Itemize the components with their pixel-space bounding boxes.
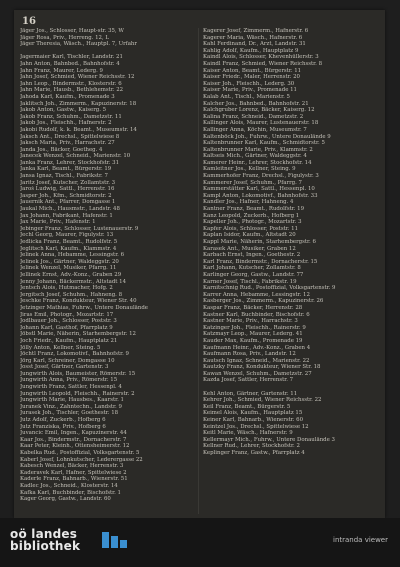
directory-entry: Jaksch Maria, Priv., Harrachstr. 27 — [20, 140, 115, 147]
directory-entry: Kaltseis Mich., Gärtner, Waldeggstr. 4 — [203, 153, 307, 160]
library-logo[interactable] — [10, 528, 130, 552]
directory-entry: Jodlbauer Joh., Schlosser, Poststr. 3 — [20, 318, 117, 325]
directory-entry: Jörg Karl, Schreiner, Domgasse 10 — [20, 357, 115, 364]
directory-entry: Kampl Anton, Lokomotivf., Bahnhofstr. 33 — [203, 192, 318, 199]
directory-entry: Kanz Leopold, Zuckerb., Hofberg 1 — [203, 212, 300, 219]
directory-entry: Kaufmann Rosa, Priv., Landstr. 12 — [203, 351, 296, 358]
directory-entry: Kaindl Alois, Schlosser, Khevenhüllerstr. 3 — [203, 54, 319, 61]
directory-entry: Jutz Adolf, Zuckerb., Hofberg 6 — [20, 417, 106, 424]
directory-entry: Jax Marie, Priv., Hafenstr. 1 — [20, 219, 96, 226]
directory-entry: Jurasek Joh., Tischler, Goethestr. 18 — [20, 410, 119, 417]
directory-entry: Kager Georg, Gastw., Landstr. 60 — [20, 496, 111, 503]
directory-entry: Karnitschnig Rud., Postoffizial, Volksgartenstr. 9 — [203, 285, 336, 292]
directory-entry: Jebinger Franz, Schlosser, Lustenauerstr. 9 — [20, 225, 139, 232]
directory-entry: Kaar Peter, Kleinh., Ottensheimerstr. 12 — [20, 443, 130, 450]
directory-entry: Jöchtl Franz, Lokomotivf., Bahnhofstr. 9 — [20, 351, 129, 358]
directory-entry: Jax Johann, Fabrikant, Hafenstr. 1 — [20, 212, 113, 219]
directory-entry: Jakob Anton, Gastw., Kaiserg. 5 — [20, 107, 107, 114]
directory-entry: Kapfer Alois, Schlosser, Poststr. 11 — [203, 225, 299, 232]
directory-entry: Kahl Ferdinand, Dr., Arzt, Landstr. 31 — [203, 41, 306, 48]
directory-entry: Kauder Max, Kaufm., Promenade 19 — [203, 337, 303, 344]
directory-entry: Kellermayr Mich., Fuhrw., Untere Donaulände 3 — [203, 436, 335, 443]
right-column — [203, 28, 379, 457]
directory-entry: Kantner Franz, Beamt., Rudolfstr. 19 — [203, 206, 305, 213]
directory-entry: Kagerer Josef, Zimmerm., Hafnerstr. 6 — [203, 28, 309, 34]
directory-entry: Jahn Franz, Maurer, Lederg. 9 — [20, 67, 103, 74]
directory-entry: Jahn Marie, Hausb., Bethlehemstr. 22 — [20, 87, 124, 94]
directory-entry: Kaindl Franz, Schmied, Wiener Reichsstr. 8 — [203, 60, 322, 67]
directory-entry: Juranek Vinz., Zahntechn., Landstr. 9 — [20, 403, 122, 410]
directory-entry: Jauernik Ant., Pfarrer, Domgasse 1 — [20, 199, 116, 206]
directory-entry: Janda Jos., Bäcker, Goetheg. 4 — [20, 146, 103, 153]
directory-entry: Kaltenbrunner Marie, Priv., Klammstr. 2 — [203, 146, 313, 153]
directory-entry: Karlinger Georg, Gastw., Landstr. 77 — [203, 271, 304, 278]
directory-entry: Jenny Johann, Bäckermstr., Altstadt 14 — [20, 278, 127, 285]
directory-entry: Jechl Georg, Maurer, Figulystr. 13 — [20, 232, 114, 239]
directory-entry: Jasper Joh., Kfm., Schmidtorstr. 2 — [20, 192, 112, 199]
directory-entry: Jahoda Karl, Kaufm., Promenade 3 — [20, 93, 115, 100]
directory-entry: Kaiser Anton, Beamt., Bürgerstr. 11 — [203, 67, 302, 74]
directory-entry: Kabelka Rud., Postoffizial, Volksgartenstr. 5 — [20, 450, 140, 456]
directory-entry: Keil Franz, Beamt., Bürgerstr. 5 — [203, 403, 291, 410]
directory-entry: Jungwirth Leopold, Fleischh., Rainerstr. 2 — [20, 390, 135, 397]
directory-entry: Kazda Josef, Sattler, Herrenstr. 7 — [203, 377, 294, 384]
directory-entry: Jetzinger Mathias, Fuhrw., Untere Donaulände — [20, 304, 148, 311]
directory-entry: Jentsch Alois, Hutmacher, Hofg. 2 — [20, 285, 113, 292]
directory-entry: Karbach Ernst, Ingen., Goethestr. 2 — [203, 252, 301, 259]
directory-entry: Kautzky Franz, Kondukteur, Wiener Str. 18 — [203, 364, 321, 371]
directory-entry: Kalchgruber Lorenz, Bäcker, Kaiserg. 12 — [203, 107, 315, 114]
directory-entry: Karasek Ant., Musiker, Graben 12 — [203, 245, 296, 252]
directory-entry: Jeglitsch Karl, Kaufm., Klammstr. 4 — [20, 245, 117, 252]
directory-entry: Karl Franz, Bindermstr., Dornacherstr. 15 — [203, 258, 318, 265]
directory-entry: Kalcher Jos., Bahnbed., Bahnhofstr. 21 — [203, 100, 309, 107]
directory-entry: Karner Josef, Tischl., Fabrikstr. 19 — [203, 278, 297, 285]
directory-entry: Keiner Karl, Bahnarb., Wienerstr. 60 — [203, 417, 304, 424]
column-divider — [198, 28, 199, 514]
directory-entry: Jungwirth Alois, Baumeister, Römerstr. 15 — [20, 370, 136, 377]
directory-entry: Kastner Karl, Buchbinder, Bischofstr. 6 — [203, 311, 310, 318]
directory-entry: Jahn Anton, Bahnbed., Bahnhofstr. 4 — [20, 60, 120, 67]
directory-entry: Kafka Karl, Buchbinder, Bischofstr. 1 — [20, 489, 121, 496]
directory-entry: Josst Josef, Gärtner, Gartenstr. 3 — [20, 364, 109, 371]
viewer-brand-label[interactable]: intranda viewer — [333, 536, 388, 544]
directory-entry: Jagermaier Karl, Tischler, Landstr. 21 — [20, 54, 123, 61]
directory-entry: Kellner Rud., Lehrer, Stockhofstr. 2 — [203, 443, 300, 450]
directory-entry: Juvancic Emil, Ingen., Kapuzinerstr. 44 — [20, 430, 127, 437]
directory-entry: Jungwirth Franz, Sattler, Hessenpl. 4 — [20, 384, 122, 391]
directory-entry: Johann Karl, Gasthof, Pfarrplatz 9 — [20, 324, 113, 331]
directory-entry: Kadlec Jos., Schneid., Klosterstr. 14 — [20, 482, 118, 489]
directory-entry: Jeschke Franz, Kondukteur, Wiener Str. 40 — [20, 298, 137, 305]
directory-entry: Jiras Emil, Photogr., Mozartstr. 17 — [20, 311, 114, 318]
directory-entry: Jungwirth Marie, Hausbes., Kaarstr. 1 — [20, 397, 124, 404]
directory-entry: Kalab Ant., Tischl., Marienstr. 5 — [203, 93, 290, 100]
directory-entry: Kaufmann Heinr., Adv.-Konz., Graben 4 — [203, 344, 311, 351]
directory-entry: Joch Friedr., Kaufm., Hauptplatz 21 — [20, 337, 118, 344]
directory-entry: Jahn Josef, Schmied, Wiener Reichsstr. 12 — [20, 74, 135, 81]
directory-entry: Kaltenbrunner Karl, Kaufm., Schmidtorstr. 5 — [203, 140, 325, 147]
directory-entry: Jaklitsch Joh., Zimmerm., Kapuzinerstr. 18 — [20, 100, 137, 107]
directory-entry: Janecek Wenzel, Schneid., Marienstr. 10 — [20, 153, 131, 160]
directory-entry: Keplinger Franz, Gastw., Pfarrplatz 4 — [203, 450, 305, 456]
directory-entry: Jakob Franz, Schuhm., Dametzstr. 11 — [20, 113, 122, 120]
directory-entry: Keimel Alois, Kaufm., Hauptplatz 15 — [203, 410, 303, 417]
directory-entry: Katzmayr Leop., Maurer, Lederg. 41 — [203, 331, 303, 338]
directory-entry: Kaberl Josef, Lohnkutscher, Lederergasse 22 — [20, 456, 143, 463]
page-number: 16 — [22, 16, 36, 27]
directory-entry: Kaar Jos., Bindermstr., Dornacherstr. 7 — [20, 436, 127, 443]
directory-entry: Kammerstätter Karl, Sattl., Hessenpl. 10 — [203, 186, 315, 193]
directory-entry: Jansa Ignaz, Tischl., Fabrikstr. 7 — [20, 173, 108, 180]
directory-entry: Karl Johann, Kutscher, Zollamtstr. 8 — [203, 265, 301, 272]
logo-mark-icon — [100, 530, 130, 550]
directory-entry: Jäger Theresia, Wäsch., Hauptpl. 7, Urfahr — [20, 41, 137, 48]
directory-entry: Kaderle Franz, Bahnarb., Wienerstr. 51 — [20, 476, 128, 483]
directory-entry: Jelinek Anna, Hebamme, Lessingstr. 6 — [20, 252, 125, 259]
directory-entry: Kaiser Joh., Fleischh., Lederg. 30 — [203, 80, 295, 87]
directory-entry: Kamleitner Jos., Kellner, Steing. 9 — [203, 166, 296, 173]
directory-entry: Kautsch Ignaz, Schneid., Marienstr. 22 — [203, 357, 310, 364]
directory-entry: Jakob Jos., Fleischh., Hafnerstr. 2 — [20, 120, 112, 127]
directory-entry: Kallinger Anna, Köchin, Museumstr. 7 — [203, 126, 307, 133]
directory-entry: Kandler Jos., Hafner, Hahneng. 4 — [203, 199, 294, 206]
directory-entry: Kamerer Heinr., Lehrer, Stockhofstr. 14 — [203, 159, 312, 166]
left-column — [20, 28, 196, 503]
directory-entry: Jelinek Jos., Gärtner, Waldeggstr. 20 — [20, 258, 119, 265]
directory-entry: Jöbstl Marie, Näherin, Starhembergstr. 12 — [20, 331, 136, 338]
directory-entry: Janka Franz, Lehrer, Stockhofstr. 31 — [20, 159, 120, 166]
entry-gap — [20, 48, 196, 55]
directory-entry: Kehrer Joh., Schmied, Wiener Reichsstr. 22 — [203, 397, 322, 404]
directory-entry: Kahlig Adolf, Kaufm., Hauptplatz 9 — [203, 47, 299, 54]
directory-entry: Kappl Marie, Näherin, Starhembergstr. 6 — [203, 239, 316, 245]
directory-entry: Jergitsch Josef, Schuhm., Hahneng. 8 — [20, 291, 123, 298]
entry-gap — [203, 384, 379, 391]
directory-entry: Kapeller Joh., Photogr., Mozartstr. 3 — [203, 219, 302, 226]
scanned-page — [14, 10, 385, 518]
directory-entry: Jellinek Ernst, Adv.-Konz., Graben 29 — [20, 271, 122, 278]
directory-entry: Karrer Anna, Hebamme, Lessingstr. 12 — [203, 291, 310, 298]
directory-entry: Jaritz Josef, Kutscher, Zollamtstr. 3 — [20, 179, 116, 186]
directory-entry: Kammerhofer Franz, Drechsl., Figulystr. 3 — [203, 173, 319, 180]
directory-entry: Kammerer Josef, Schuhm., Pfarrg. 7 — [203, 179, 302, 186]
directory-entry: Kallinger Alois, Maurer, Lustenauerstr. 18 — [203, 120, 319, 127]
directory-entry: Jelinek Wenzel, Musiker, Pfarrg. 11 — [20, 265, 117, 272]
directory-entry: Kaplan Isidor, Kaufm., Altstadt 20 — [203, 232, 296, 239]
directory-entry: Janka Karl, Beamt., Bürgerstr. 19 — [20, 166, 112, 173]
directory-entry: Kehl Anton, Gärtner, Gartenstr. 11 — [203, 390, 298, 397]
directory-entry: Katzinger Joh., Fleischh., Rainerstr. 9 — [203, 324, 306, 331]
directory-entry: Jaksch Ant., Drechsl., Spittelwiese 8 — [20, 133, 120, 140]
directory-entry: Kawan Wenzel, Schuhm., Dametzstr. 27 — [203, 370, 312, 377]
directory-entry: Keitl Marie, Wäsch., Hafnerstr. 9 — [203, 430, 293, 437]
viewer-footer — [0, 518, 400, 567]
directory-entry: Jahn Leop., Bindermstr., Klosterstr. 6 — [20, 80, 122, 87]
directory-entry: Kalina Franz, Schneid., Dametzstr. 2 — [203, 113, 304, 120]
directory-entry: Jaukal Mich., Hausmstr., Landstr. 48 — [20, 206, 120, 213]
directory-entry: Keintzel Jos., Drechsl., Spittelwiese 12 — [203, 423, 309, 430]
directory-entry: Jakobi Rudolf, k. k. Beamt., Museumstr. 14 — [20, 126, 137, 133]
directory-entry: Kastner Marie, Priv., Harrachstr. 3 — [203, 318, 298, 325]
directory-entry: Kaiser Friedr., Maler, Herrenstr. 20 — [203, 74, 300, 81]
logo-line-2: bibliothek — [10, 539, 81, 553]
directory-entry: Kasberger Jos., Zimmerm., Kapuzinerstr. 26 — [203, 298, 324, 305]
directory-entry: Jedlicka Franz, Beamt., Rudolfstr. 5 — [20, 239, 118, 245]
directory-entry: Jäger Rosa, Priv., Herreng. 12, L — [20, 34, 109, 41]
directory-entry: Jäger Jos., Schlosser, Haupt-str. 35, W — [20, 28, 124, 34]
directory-entry: Kabesch Wenzel, Bäcker, Herrenstr. 3 — [20, 463, 124, 470]
directory-entry: Kaderavek Karl, Hafner, Spittelwiese 2 — [20, 469, 127, 476]
directory-entry: Kaspar Franz, Bäcker, Herrenstr. 28 — [203, 304, 303, 311]
directory-entry: Kaiser Marie, Priv., Promenade 11 — [203, 87, 297, 94]
directory-entry: Jutz Franziska, Priv., Hofberg 6 — [20, 423, 106, 430]
directory-entry: Kagerer Maria, Wäsch., Hafnerstr. 6 — [203, 34, 303, 41]
directory-entry: Jölly Anton, Kellner, Steing. 5 — [20, 344, 101, 351]
logo-line-1: oö landes — [10, 527, 78, 541]
directory-entry: Kaltenböck Joh., Fuhrw., Untere Donaulände 9 — [203, 133, 331, 140]
directory-entry: Jungwirth Anna, Priv., Römerstr. 15 — [20, 377, 118, 384]
directory-entry: Jaroš Ludwig, Sattl., Herrenstr. 16 — [20, 186, 115, 193]
